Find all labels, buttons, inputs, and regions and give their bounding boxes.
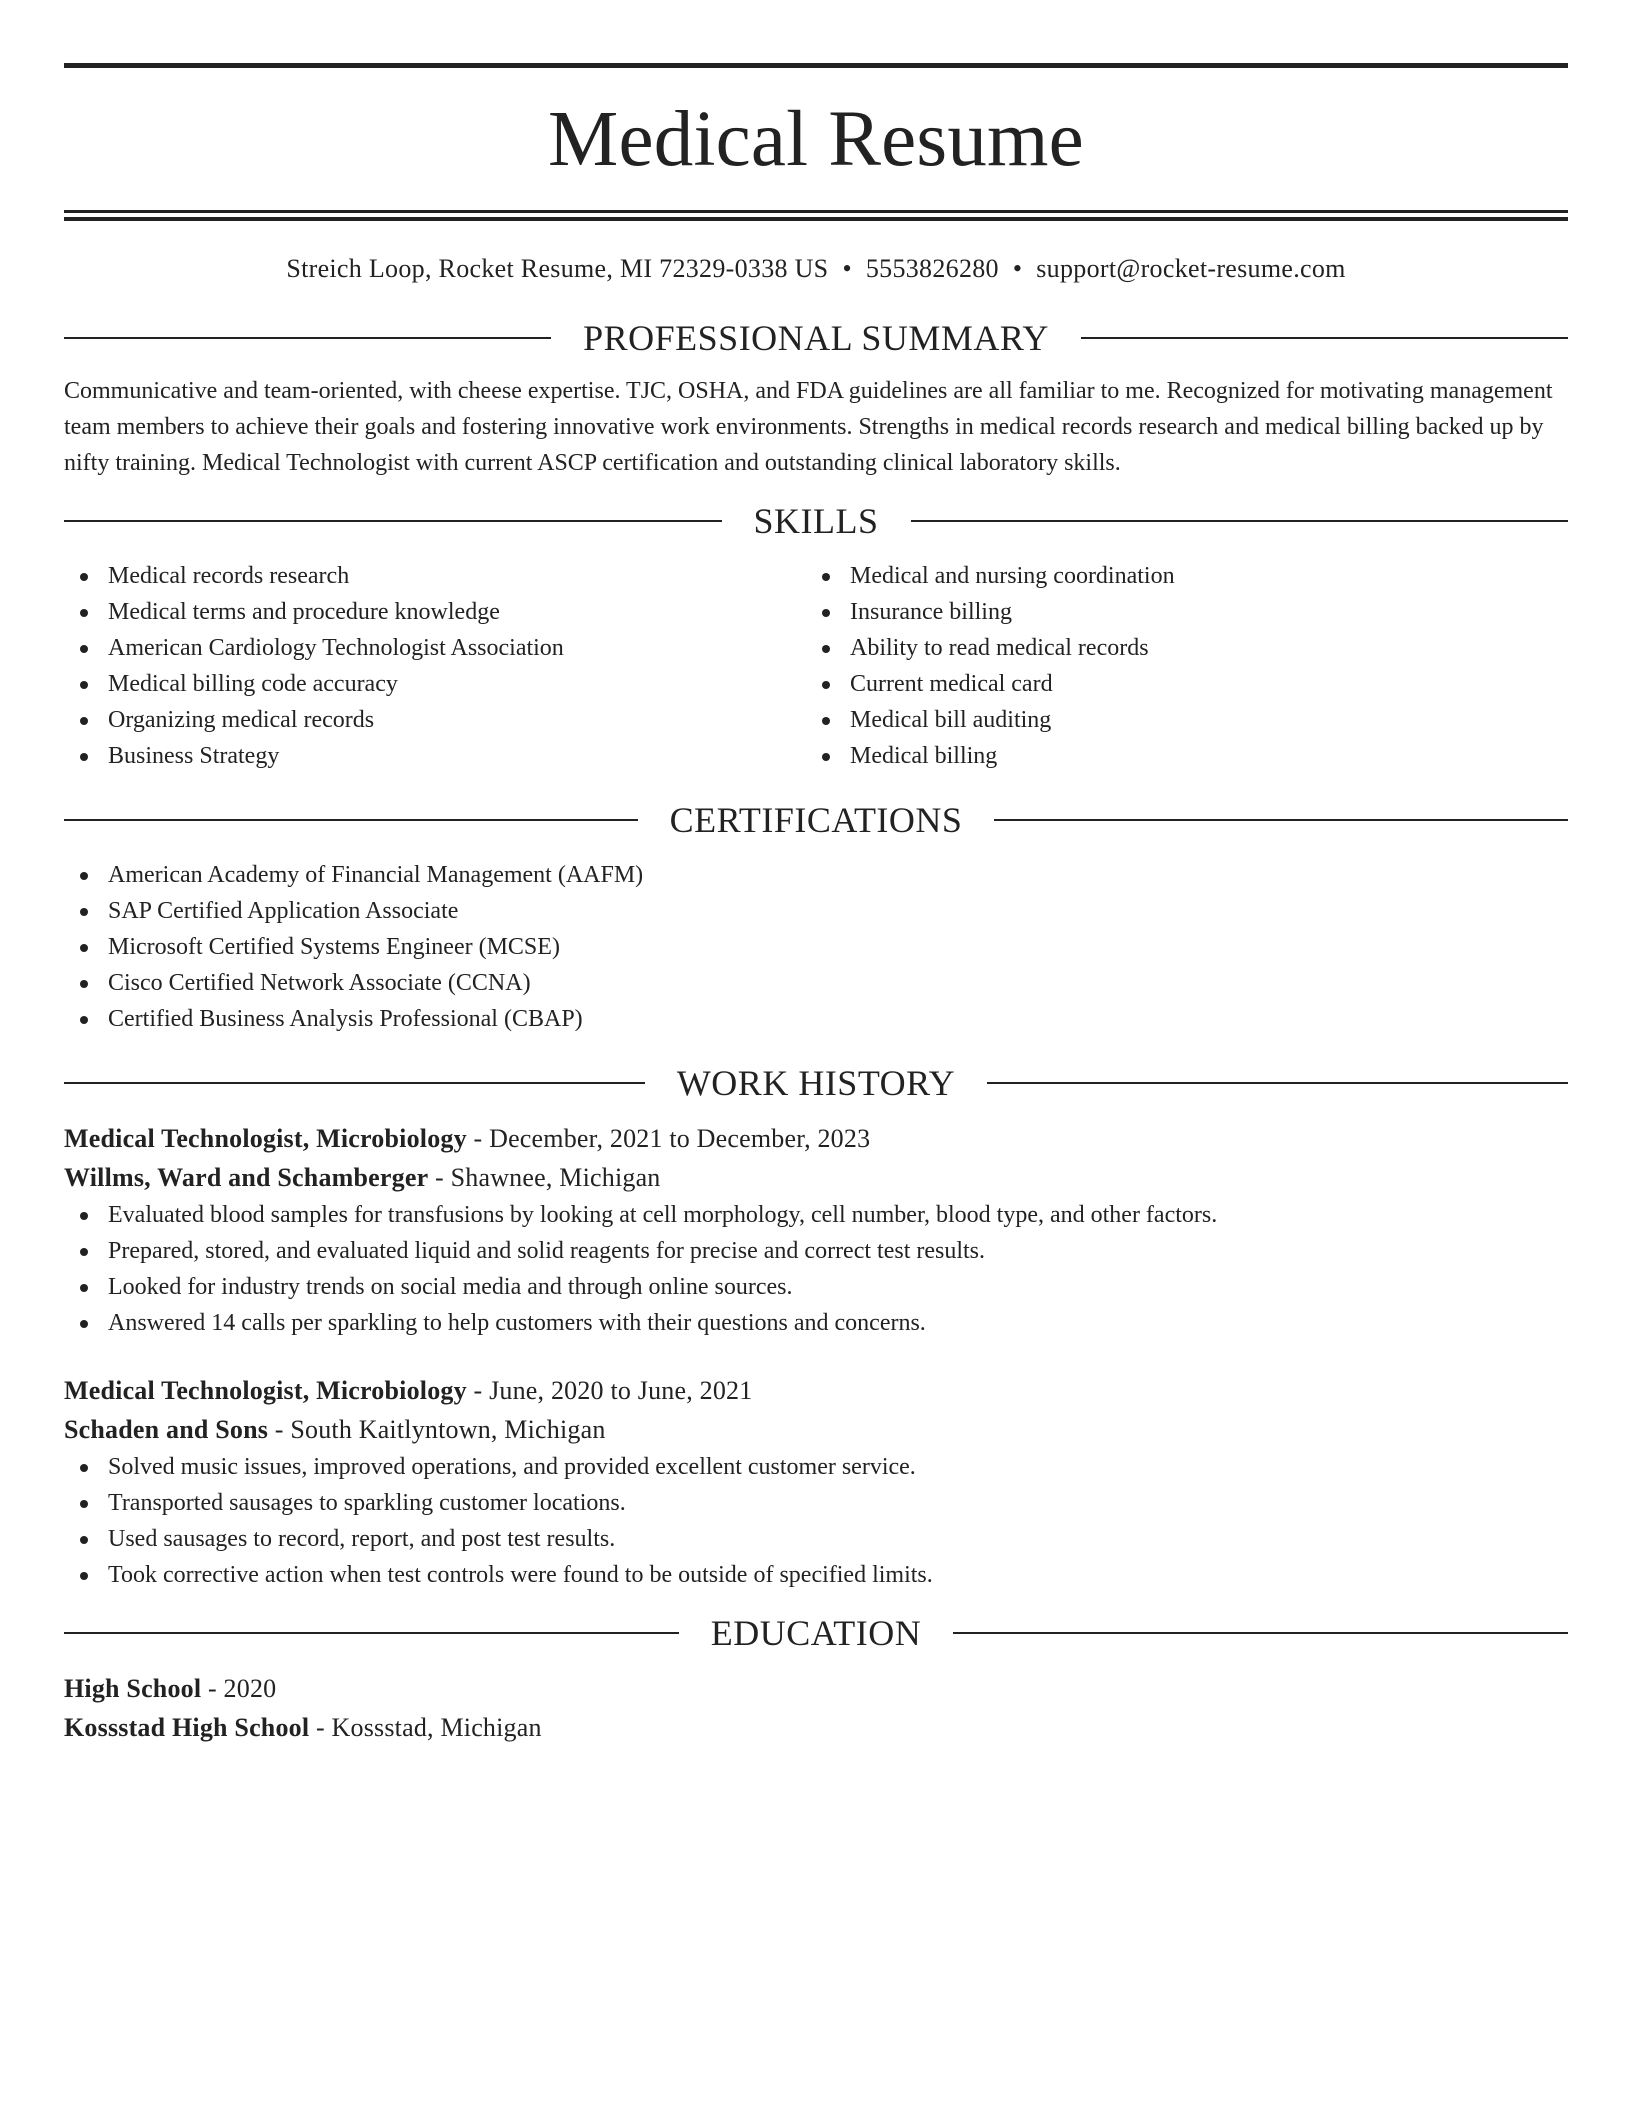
heading-rule <box>994 819 1568 821</box>
job-dates: - December, 2021 to December, 2023 <box>466 1124 871 1153</box>
section-heading-work-history <box>64 1058 1568 1108</box>
skill-item: Medical terms and procedure knowledge <box>64 594 806 630</box>
page-title: Medical Resume <box>548 96 1084 183</box>
contact-separator: • <box>1012 254 1023 283</box>
skill-item: Medical bill auditing <box>806 702 1548 738</box>
heading-rule <box>64 520 722 522</box>
skill-item: Business Strategy <box>64 738 806 774</box>
contact-line <box>64 252 1568 286</box>
heading-rule <box>953 1632 1568 1634</box>
job-title: Medical Technologist, Microbiology <box>64 1376 467 1405</box>
job-duty-item: Took corrective action when test controls were found to be outside of specified limits. <box>64 1557 1568 1593</box>
skills-list <box>64 558 1568 774</box>
education-degree-line <box>64 1669 1568 1708</box>
education-school-line <box>64 1708 1568 1747</box>
skill-item: Medical and nursing coordination <box>806 558 1548 594</box>
section-heading-summary <box>64 313 1568 363</box>
job-duty-item: Answered 14 calls per sparkling to help customers with their questions and concerns. <box>64 1305 1568 1341</box>
job-company-line <box>64 1158 1568 1197</box>
section-heading-skills <box>64 496 1568 546</box>
job-duties <box>64 1449 1568 1593</box>
section-title: CERTIFICATIONS <box>669 800 963 840</box>
certification-item: Microsoft Certified Systems Engineer (MCSE) <box>64 929 1568 965</box>
skills-column-left <box>64 558 806 774</box>
job-entry <box>64 1371 1568 1593</box>
job-duty-item: Transported sausages to sparkling customer locations. <box>64 1485 1568 1521</box>
job-title: Medical Technologist, Microbiology <box>64 1124 467 1153</box>
section-title: EDUCATION <box>710 1613 922 1653</box>
section-title: PROFESSIONAL SUMMARY <box>583 318 1049 358</box>
job-company-line <box>64 1410 1568 1449</box>
section-heading-education <box>64 1608 1568 1658</box>
heading-rule <box>64 819 638 821</box>
heading-rule <box>1081 337 1568 339</box>
certification-item: SAP Certified Application Associate <box>64 893 1568 929</box>
job-company: Schaden and Sons <box>64 1415 269 1444</box>
job-duty-item: Prepared, stored, and evaluated liquid and solid reagents for precise and correct test results. <box>64 1233 1568 1269</box>
job-company: Willms, Ward and Schamberger <box>64 1163 429 1192</box>
job-dates: - June, 2020 to June, 2021 <box>466 1376 753 1405</box>
heading-rule <box>911 520 1569 522</box>
certification-item: Cisco Certified Network Associate (CCNA) <box>64 965 1568 1001</box>
skill-item: Organizing medical records <box>64 702 806 738</box>
title-double-rule <box>64 210 1568 221</box>
skill-item: Ability to read medical records <box>806 630 1548 666</box>
section-title: WORK HISTORY <box>676 1063 956 1103</box>
job-location: - Shawnee, Michigan <box>428 1163 661 1192</box>
skills-column-right <box>806 558 1548 774</box>
contact-email: support@rocket-resume.com <box>1036 254 1346 283</box>
skill-item: Medical billing code accuracy <box>64 666 806 702</box>
heading-rule <box>64 1632 679 1634</box>
education-entry <box>64 1669 1568 1747</box>
certifications-list <box>64 857 1568 1037</box>
skill-item: Medical billing <box>806 738 1548 774</box>
heading-rule <box>64 337 551 339</box>
skill-item: American Cardiology Technologist Association <box>64 630 806 666</box>
heading-rule <box>987 1082 1568 1084</box>
job-duty-item: Evaluated blood samples for transfusions by looking at cell morphology, cell number, blood type, and other factors. <box>64 1197 1568 1233</box>
contact-separator: • <box>842 254 852 283</box>
job-title-line <box>64 1371 1568 1410</box>
job-duties <box>64 1197 1568 1341</box>
skill-item: Insurance billing <box>806 594 1548 630</box>
summary-text: Communicative and team-oriented, with cheese expertise. TJC, OSHA, and FDA guidelines are all familiar to me. Recognized for motivating management team members to achieve their goals and fostering innovative work environments. Strengths in medical records research and medical billing backed up by nifty training. Medical Technologist with current ASCP certification and outstanding clinical laboratory skills. <box>64 378 1553 476</box>
heading-rule <box>64 1082 645 1084</box>
contact-address: Streich Loop, Rocket Resume, MI 72329-0338 US <box>286 254 829 283</box>
resume-page <box>64 63 1568 1747</box>
certification-item: Certified Business Analysis Professional (CBAP) <box>64 1001 1568 1037</box>
skill-item: Medical records research <box>64 558 806 594</box>
job-duty-item: Used sausages to record, report, and post test results. <box>64 1521 1568 1557</box>
job-duty-item: Solved music issues, improved operations, and provided excellent customer service. <box>64 1449 1568 1485</box>
job-entry <box>64 1119 1568 1341</box>
job-location: - South Kaitlyntown, Michigan <box>268 1415 606 1444</box>
job-title-line <box>64 1119 1568 1158</box>
section-heading-certifications <box>64 795 1568 845</box>
section-title: SKILLS <box>753 501 879 541</box>
education-degree: High School <box>64 1674 202 1703</box>
skill-item: Current medical card <box>806 666 1548 702</box>
education-school: Kossstad High School <box>64 1713 310 1742</box>
education-location: - Kossstad, Michigan <box>309 1713 542 1742</box>
job-duty-item: Looked for industry trends on social media and through online sources. <box>64 1269 1568 1305</box>
education-year: - 2020 <box>201 1674 277 1703</box>
certification-item: American Academy of Financial Management (AAFM) <box>64 857 1568 893</box>
contact-phone: 5553826280 <box>865 254 999 283</box>
